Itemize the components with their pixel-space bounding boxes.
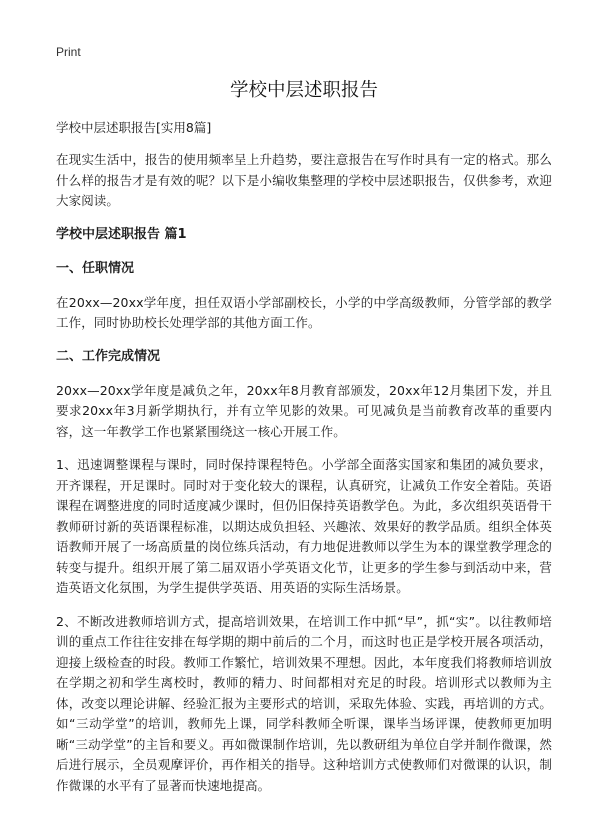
section-heading-appointment: 一、任职情况: [56, 260, 135, 276]
work-paragraph-1: 20xx—20xx学年度是减负之年，20xx年8月教育部颁发，20xx年12月集团下发，并且要求20xx年3月新学期执行，并有立竿见影的效果。可见减负是当前教育改革的重要内容，这一年教学工作也紧紧围绕这一核心开展工作。: [56, 382, 552, 439]
page-title: 学校中层述职报告: [229, 80, 378, 101]
print-link[interactable]: Print: [56, 45, 81, 59]
document-body: [56, 78, 552, 809]
appointment-paragraph: 在20xx—20xx学年度，担任双语小学部副校长，小学的中学高级教师，分管学部的教学工作，同时协助校长处理学部的其他方面工作。: [56, 294, 552, 330]
document-subtitle: 学校中层述职报告[实用8篇]: [56, 120, 212, 135]
article-heading: 学校中层述职报告 篇1: [56, 226, 187, 242]
work-paragraph-2: 1、迅速调整课程与课时，同时保持课程特色。小学部全面落实国家和集团的减负要求，开齐课程，开足课时。同时对于变化较大的课程，认真研究，让减负工作安全着陆。英语课程在调整进度的同时适度减少课时，但仍旧保持英语教学色。为此，多次组织英语骨干教师研讨新的英语课程标准，以期达成负担轻、兴趣浓、效果好的教学品质。组织全体英语教师开展了一场高质量的岗位练兵活动，有力地促进教师以学生为本的课堂教学理念的转变与提升。组织开展了第二届双语小学英语文化节，让更多的学生参与到活动中来，营造英语文化氛围，为学生提供学英语、用英语的实际生活场景。: [56, 457, 552, 595]
intro-paragraph: 在现实生活中，报告的使用频率呈上升趋势，要注意报告在写作时具有一定的格式。那么什么样的报告才是有效的呢？以下是小编收集整理的学校中层述职报告，仅供参考，欢迎大家阅读。: [56, 152, 552, 208]
work-paragraph-3: 2、不断改进教师培训方式，提高培训效果，在培训工作中抓“早”，抓“实”。以往教师培训的重点工作往往安排在每学期的期中前后的二个月，而这时也正是学校开展各项活动，迎接上级检查的时段。教师工作繁忙，培训效果不理想。因此，本年度我们将教师培训放在学期之初和学生离校时，教师的精力、时间都相对充足的时段。培训形式以教师为主体，改变以理论讲解、经验汇报为主要形式的培训，采取先体验、实践，再培训的方式。如“三动学堂”的培训，教师先上课，同学科教师全听课，课毕当场评课，使教师更加明晰“三动学堂”的主旨和要义。再如微课制作培训，先以教研组为单位自学并制作微课，然后进行展示，全员观摩评价，再作相关的指导。这种培训方式使教师们对微课的认识，制作微课的水平有了显著而快速地提高。: [56, 613, 552, 793]
section-heading-work-completion: 二、工作完成情况: [56, 348, 161, 364]
